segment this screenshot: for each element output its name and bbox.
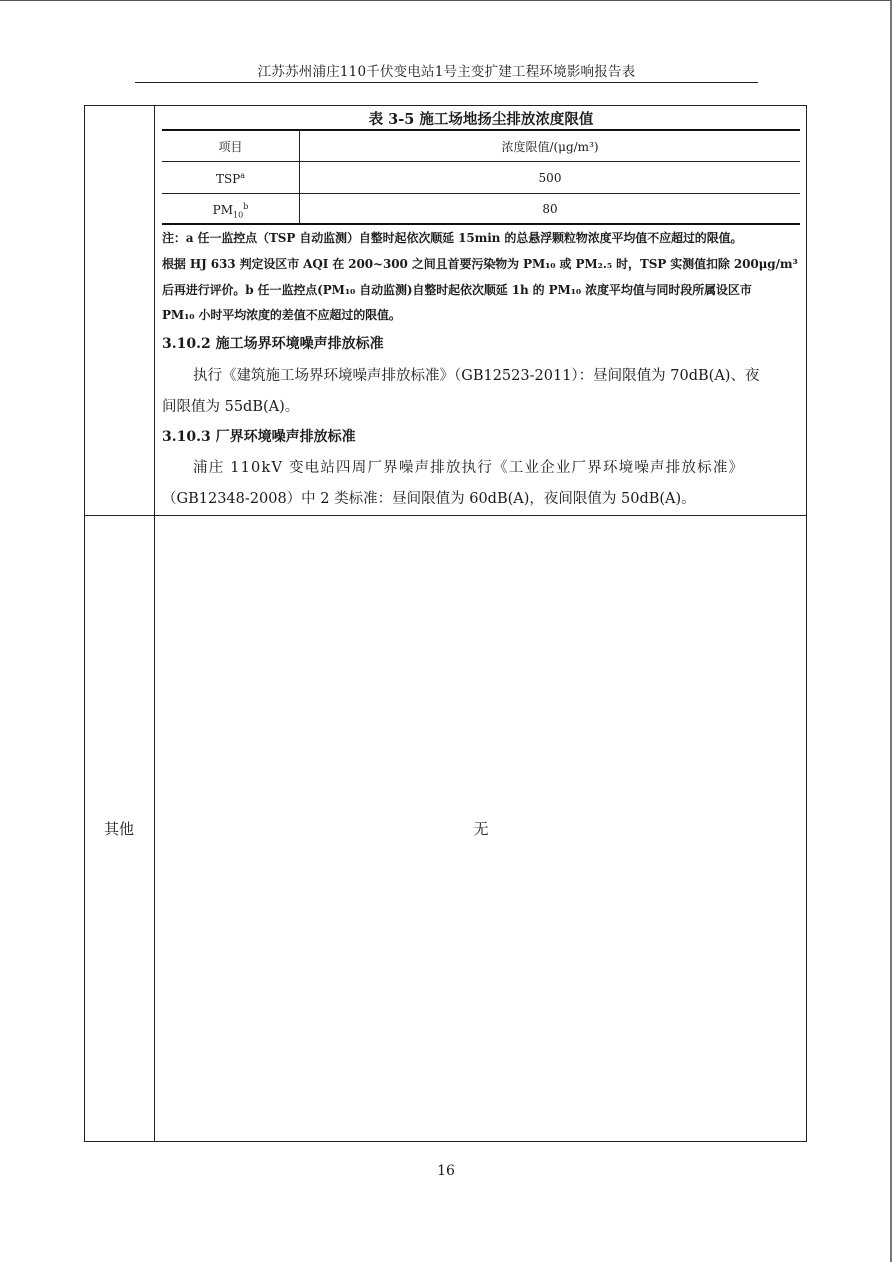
section-3-10-2-title: 3.10.2 施工场界环境噪声排放标准 bbox=[162, 336, 384, 352]
note-line-3: 后再进行评价。b 任一监控点(PM₁₀ 自动监测)自整时起依次顺延 1h 的 PM₁₀ 浓度平均值与同时段所属设区市 bbox=[162, 283, 752, 297]
row-pm10-value: 80 bbox=[542, 202, 558, 216]
section-3-10-3-line-1: 浦庄 110kV 变电站四周厂界噪声排放执行《工业企业厂界环境噪声排放标准》 bbox=[193, 460, 745, 476]
section-3-10-2-line-2: 间限值为 55dB(A)。 bbox=[162, 399, 300, 415]
header-limit: 浓度限值/(μg/m³) bbox=[501, 140, 599, 154]
row-tsp-value: 500 bbox=[538, 171, 562, 185]
row-pm10-mark: b bbox=[243, 202, 249, 211]
table-caption: 表 3-5 施工场地扬尘排放浓度限值 bbox=[368, 111, 594, 128]
header-item: 项目 bbox=[218, 140, 243, 154]
section-3-10-3-title: 3.10.3 厂界环境噪声排放标准 bbox=[162, 429, 356, 445]
running-header: 江苏苏州浦庄110千伏变电站1号主变扩建工程环境影响报告表 bbox=[257, 64, 636, 80]
table-bottom-rule bbox=[162, 223, 800, 225]
table-header-rule bbox=[162, 161, 800, 162]
note-line-4: PM₁₀ 小时平均浓度的差值不应超过的限值。 bbox=[162, 308, 401, 322]
note-line-2: 根据 HJ 633 判定设区市 AQI 在 200~300 之间且首要污染物为 PM₁₀ 或 PM₂.₅ 时，TSP 实测值扣除 200μg/m³ bbox=[162, 257, 798, 271]
row-tsp-item bbox=[162, 171, 299, 186]
outer-table-row-divider bbox=[84, 515, 807, 516]
header-rule bbox=[135, 82, 758, 83]
row-tsp-name: TSP bbox=[215, 172, 241, 186]
page-number: 16 bbox=[437, 1163, 455, 1179]
other-value: 无 bbox=[473, 820, 489, 838]
row-pm10-sub: 10 bbox=[233, 210, 244, 220]
section-3-10-3-line-2: （GB12348-2008）中 2 类标准：昼间限值为 60dB(A)，夜间限值为 50dB(A)。 bbox=[162, 491, 696, 507]
table-row-rule bbox=[162, 193, 800, 194]
row-tsp-mark: a bbox=[240, 171, 246, 180]
section-3-10-2-line-1: 执行《建筑施工场界环境噪声排放标准》（GB12523-2011）：昼间限值为 70dB(A)、夜 bbox=[193, 368, 760, 384]
row-pm10-name: PM bbox=[212, 203, 234, 217]
note-line-1: 注：a 任一监控点（TSP 自动监测）自整时起依次顺延 15min 的总悬浮颗粒物浓度平均值不应超过的限值。 bbox=[162, 231, 743, 245]
page-top-edge bbox=[0, 0, 892, 1]
other-label: 其他 bbox=[103, 820, 134, 838]
outer-table-column-divider bbox=[154, 105, 155, 1142]
row-pm10-item bbox=[162, 202, 299, 219]
table-top-rule bbox=[162, 129, 800, 131]
